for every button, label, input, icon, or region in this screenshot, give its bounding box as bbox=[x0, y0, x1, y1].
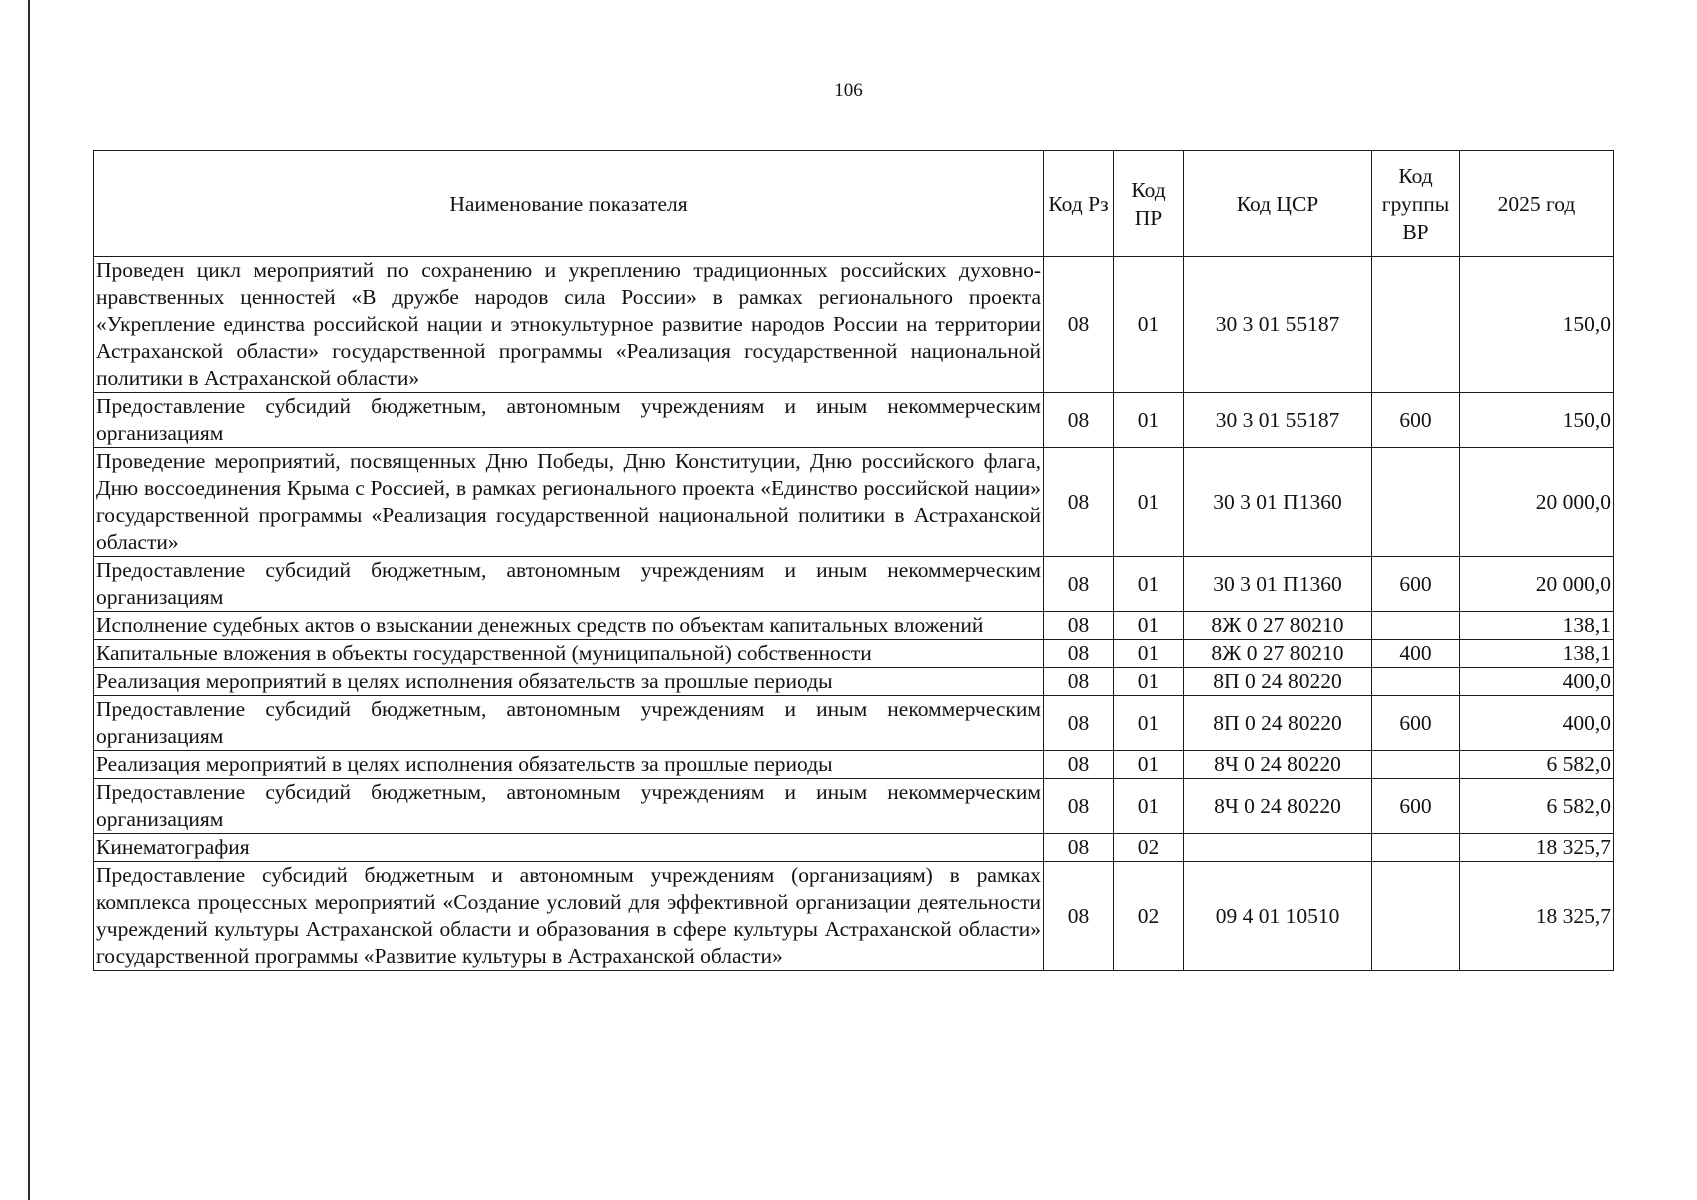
row-vr: 600 bbox=[1372, 393, 1460, 448]
row-amount: 20 000,0 bbox=[1460, 557, 1614, 612]
row-vr bbox=[1372, 751, 1460, 779]
table-row bbox=[94, 862, 1614, 971]
row-pr: 01 bbox=[1114, 448, 1184, 557]
row-rz: 08 bbox=[1044, 834, 1114, 862]
row-pr: 01 bbox=[1114, 668, 1184, 696]
row-csr: 8Ч 0 24 80220 bbox=[1184, 779, 1372, 834]
row-name: Кинематография bbox=[94, 834, 1044, 862]
row-amount: 138,1 bbox=[1460, 612, 1614, 640]
row-amount: 6 582,0 bbox=[1460, 751, 1614, 779]
row-name: Проведен цикл мероприятий по сохранению и укреплению традиционных российских духовно-нравственных ценностей «В дружбе народов сила России» в рамках регионального проекта «Укрепление единства российской нации и этнокультурное развитие народов России на территории Астраханской области» государственной программы «Реализация государственной национальной политики в Астраханской области» bbox=[94, 257, 1044, 393]
row-name: Реализация мероприятий в целях исполнения обязательств за прошлые периоды bbox=[94, 668, 1044, 696]
row-vr bbox=[1372, 448, 1460, 557]
row-vr: 400 bbox=[1372, 640, 1460, 668]
table-row bbox=[94, 448, 1614, 557]
scan-edge-line bbox=[28, 0, 30, 1200]
row-name: Проведение мероприятий, посвященных Дню Победы, Дню Конституции, Дню российского флага, Дню воссоединения Крыма с Россией, в рамках регионального проекта «Единство российской нации» государственной программы «Реализация государственной национальной политики в Астраханской области» bbox=[94, 448, 1044, 557]
row-csr: 30 3 01 П1360 bbox=[1184, 448, 1372, 557]
table-row bbox=[94, 393, 1614, 448]
row-pr: 01 bbox=[1114, 257, 1184, 393]
column-header-vr: Код группы ВР bbox=[1372, 151, 1460, 257]
row-amount: 18 325,7 bbox=[1460, 834, 1614, 862]
row-vr bbox=[1372, 862, 1460, 971]
row-amount: 6 582,0 bbox=[1460, 779, 1614, 834]
row-rz: 08 bbox=[1044, 257, 1114, 393]
row-csr: 30 3 01 55187 bbox=[1184, 393, 1372, 448]
row-vr: 600 bbox=[1372, 557, 1460, 612]
budget-table bbox=[93, 150, 1614, 971]
row-rz: 08 bbox=[1044, 393, 1114, 448]
row-name: Реализация мероприятий в целях исполнения обязательств за прошлые периоды bbox=[94, 751, 1044, 779]
table-row bbox=[94, 696, 1614, 751]
column-header-pr: Код ПР bbox=[1114, 151, 1184, 257]
row-rz: 08 bbox=[1044, 751, 1114, 779]
table-row bbox=[94, 779, 1614, 834]
row-rz: 08 bbox=[1044, 557, 1114, 612]
row-csr bbox=[1184, 834, 1372, 862]
row-pr: 01 bbox=[1114, 640, 1184, 668]
row-amount: 150,0 bbox=[1460, 257, 1614, 393]
row-pr: 01 bbox=[1114, 557, 1184, 612]
row-rz: 08 bbox=[1044, 612, 1114, 640]
row-rz: 08 bbox=[1044, 862, 1114, 971]
row-amount: 400,0 bbox=[1460, 696, 1614, 751]
table-row bbox=[94, 557, 1614, 612]
row-amount: 150,0 bbox=[1460, 393, 1614, 448]
row-pr: 01 bbox=[1114, 393, 1184, 448]
column-header-csr: Код ЦСР bbox=[1184, 151, 1372, 257]
row-vr bbox=[1372, 612, 1460, 640]
row-name: Предоставление субсидий бюджетным и автономным учреждениям (организациям) в рамках комплекса процессных мероприятий «Создание условий для эффективной организации деятельности учреждений культуры Астраханской области и образования в сфере культуры Астраханской области» государственной программы «Развитие культуры в Астраханской области» bbox=[94, 862, 1044, 971]
row-vr: 600 bbox=[1372, 779, 1460, 834]
row-amount: 18 325,7 bbox=[1460, 862, 1614, 971]
column-header-year: 2025 год bbox=[1460, 151, 1614, 257]
row-csr: 8Ж 0 27 80210 bbox=[1184, 612, 1372, 640]
table-row bbox=[94, 834, 1614, 862]
row-amount: 20 000,0 bbox=[1460, 448, 1614, 557]
row-name: Предоставление субсидий бюджетным, автономным учреждениям и иным некоммерческим организациям bbox=[94, 557, 1044, 612]
table-row bbox=[94, 751, 1614, 779]
row-amount: 400,0 bbox=[1460, 668, 1614, 696]
row-amount: 138,1 bbox=[1460, 640, 1614, 668]
row-rz: 08 bbox=[1044, 696, 1114, 751]
row-vr bbox=[1372, 834, 1460, 862]
row-pr: 01 bbox=[1114, 696, 1184, 751]
row-csr: 30 3 01 П1360 bbox=[1184, 557, 1372, 612]
row-pr: 01 bbox=[1114, 751, 1184, 779]
row-csr: 8П 0 24 80220 bbox=[1184, 668, 1372, 696]
row-rz: 08 bbox=[1044, 779, 1114, 834]
row-csr: 8Ж 0 27 80210 bbox=[1184, 640, 1372, 668]
row-rz: 08 bbox=[1044, 448, 1114, 557]
page-number: 106 bbox=[834, 80, 863, 101]
row-rz: 08 bbox=[1044, 640, 1114, 668]
row-vr bbox=[1372, 668, 1460, 696]
row-pr: 02 bbox=[1114, 834, 1184, 862]
table-row bbox=[94, 612, 1614, 640]
table-row bbox=[94, 257, 1614, 393]
column-header-rz: Код Рз bbox=[1044, 151, 1114, 257]
column-header-name: Наименование показателя bbox=[94, 151, 1044, 257]
row-csr: 8Ч 0 24 80220 bbox=[1184, 751, 1372, 779]
row-name: Капитальные вложения в объекты государственной (муниципальной) собственности bbox=[94, 640, 1044, 668]
row-csr: 30 3 01 55187 bbox=[1184, 257, 1372, 393]
row-pr: 02 bbox=[1114, 862, 1184, 971]
row-name: Предоставление субсидий бюджетным, автономным учреждениям и иным некоммерческим организациям bbox=[94, 696, 1044, 751]
row-name: Предоставление субсидий бюджетным, автономным учреждениям и иным некоммерческим организациям bbox=[94, 393, 1044, 448]
table-row bbox=[94, 668, 1614, 696]
row-name: Предоставление субсидий бюджетным, автономным учреждениям и иным некоммерческим организациям bbox=[94, 779, 1044, 834]
row-csr: 09 4 01 10510 bbox=[1184, 862, 1372, 971]
row-pr: 01 bbox=[1114, 779, 1184, 834]
row-name: Исполнение судебных актов о взыскании денежных средств по объектам капитальных вложений bbox=[94, 612, 1044, 640]
row-pr: 01 bbox=[1114, 612, 1184, 640]
row-csr: 8П 0 24 80220 bbox=[1184, 696, 1372, 751]
row-rz: 08 bbox=[1044, 668, 1114, 696]
row-vr: 600 bbox=[1372, 696, 1460, 751]
row-vr bbox=[1372, 257, 1460, 393]
table-header-row bbox=[94, 151, 1614, 257]
table-row bbox=[94, 640, 1614, 668]
